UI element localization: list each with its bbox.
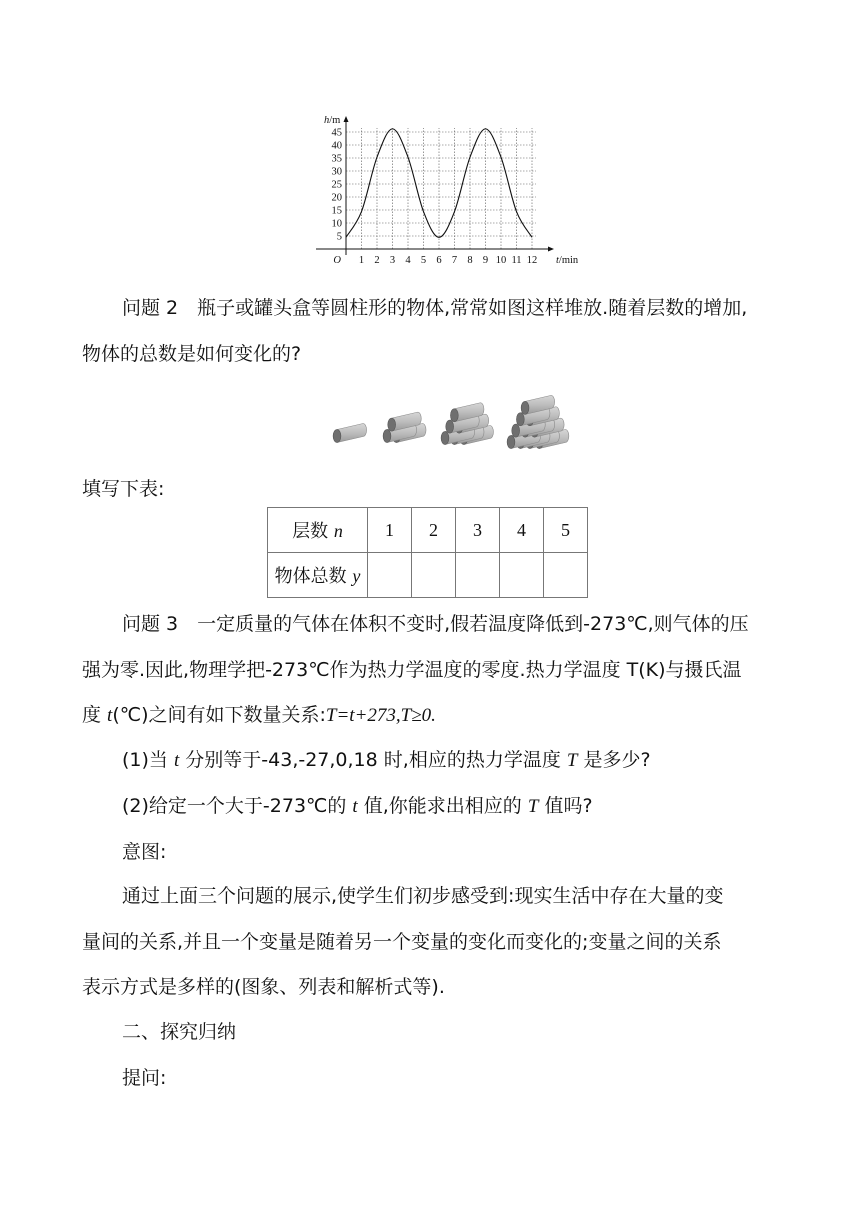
y-tick-label: 35 <box>331 153 342 165</box>
y-tick-label: 15 <box>331 205 342 217</box>
problem-3-line-3: 度 t(℃)之间有如下数量关系:T=t+273,T≥0. <box>82 704 436 726</box>
y-axis-arrow <box>344 116 349 122</box>
x-tick-label: 3 <box>389 255 396 266</box>
x-tick-label: 6 <box>436 255 442 266</box>
empty-cell[interactable] <box>412 553 456 598</box>
question-1: (1)当 t 分别等于-43,-27,0,18 时,相应的热力学温度 T 是多少? <box>122 749 651 771</box>
y-tick-label: 10 <box>331 218 342 230</box>
origin-label: O <box>333 255 341 266</box>
empty-cell[interactable] <box>544 553 588 598</box>
empty-cell[interactable] <box>500 553 544 598</box>
row-variable: n <box>333 521 343 541</box>
problem-3-line-1: 问题 3 一定质量的气体在体积不变时,假若温度降低到-273℃,则气体的压 <box>122 613 749 635</box>
x-tick-label: 1 <box>358 255 365 266</box>
stacked-cylinders-illustration <box>325 372 575 458</box>
ask-label: 提问: <box>122 1067 167 1089</box>
intent-line-2: 量间的关系,并且一个变量是随着另一个变量的变化而变化的;变量之间的关系 <box>82 931 722 953</box>
x-tick-label: 5 <box>420 255 427 266</box>
intent-line-3: 表示方式是多样的(图象、列表和解析式等). <box>82 976 445 998</box>
x-tick-label: 9 <box>482 255 489 266</box>
x-tick-label: 4 <box>405 255 411 266</box>
x-tick-label: 7 <box>451 255 458 266</box>
row-label-text: 物体总数 <box>274 566 347 587</box>
y-tick-label: 30 <box>331 166 342 178</box>
x-tick-label: 11 <box>511 255 522 266</box>
section-heading: 二、探究归纳 <box>122 1021 237 1043</box>
problem-2-line-2: 物体的总数是如何变化的? <box>82 343 302 365</box>
fill-table-prompt: 填写下表: <box>82 478 165 500</box>
empty-cell[interactable] <box>456 553 500 598</box>
y-tick-label: 40 <box>331 140 342 152</box>
x-axis-arrow <box>548 247 554 252</box>
table-cell: 2 <box>412 508 456 553</box>
y-tick-label: 5 <box>336 231 342 243</box>
y-tick-label: 25 <box>331 179 342 191</box>
intent-line-1: 通过上面三个问题的展示,使学生们初步感受到:现实生活中存在大量的变 <box>122 885 724 907</box>
x-tick-label: 10 <box>495 255 507 266</box>
table-row <box>268 508 588 553</box>
problem-3-line-2: 强为零.因此,物理学把-273℃作为热力学温度的零度.热力学温度 T(K)与摄氏温 <box>82 659 742 681</box>
table-cell: 4 <box>500 508 544 553</box>
cylinder <box>333 424 366 443</box>
intent-label: 意图: <box>122 841 167 863</box>
chart-grid <box>346 128 536 249</box>
ferris-wheel-height-chart <box>300 110 590 270</box>
y-tick-label: 45 <box>331 127 342 139</box>
problem-2-line-1: 问题 2 瓶子或罐头盒等圆柱形的物体,常常如图这样堆放.随着层数的增加, <box>122 297 748 319</box>
table-cell: 5 <box>544 508 588 553</box>
layers-table <box>267 507 588 598</box>
empty-cell[interactable] <box>368 553 412 598</box>
question-2: (2)给定一个大于-273℃的 t 值,你能求出相应的 T 值吗? <box>122 795 593 817</box>
x-tick-label: 8 <box>467 255 473 266</box>
row-label-total <box>268 553 368 598</box>
x-tick-label: 2 <box>374 255 380 266</box>
row-label-text: 层数 <box>292 521 329 542</box>
table-cell: 1 <box>368 508 412 553</box>
x-tick-label: 12 <box>526 255 538 266</box>
chart-axis-labels <box>324 115 579 266</box>
row-label-layers <box>268 508 368 553</box>
table-row <box>268 553 588 598</box>
x-axis-label: t/min <box>556 255 579 266</box>
y-axis-label: h/m <box>324 115 341 126</box>
y-tick-label: 20 <box>331 192 342 204</box>
row-variable: y <box>352 566 361 586</box>
table-cell: 3 <box>456 508 500 553</box>
